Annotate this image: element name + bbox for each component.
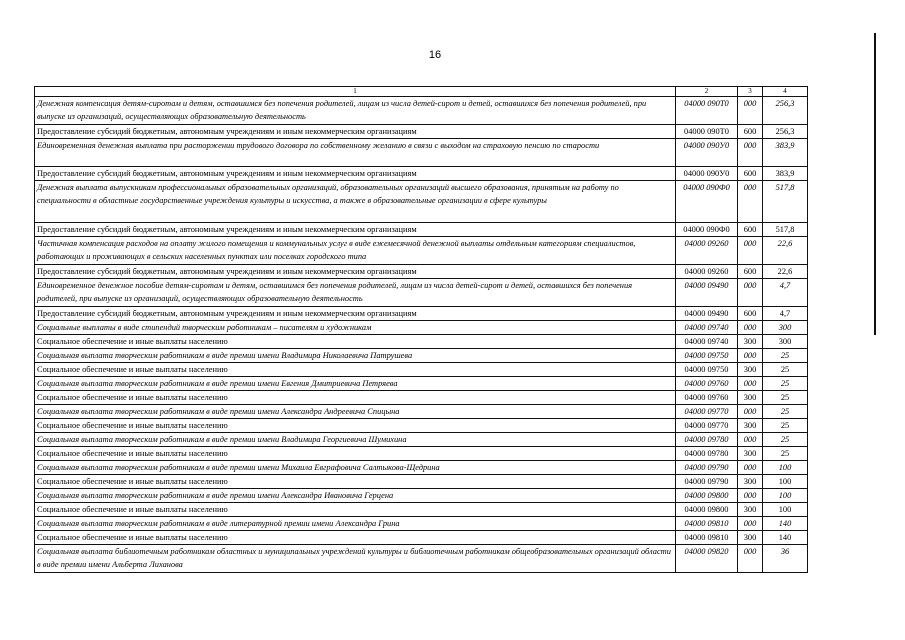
table-row [35, 545, 808, 573]
table-row [35, 279, 808, 307]
row-target-code: 04000 09760 [676, 377, 738, 391]
row-description: Социальное обеспечение и иные выплаты населению [35, 419, 676, 433]
row-target-code: 04000 09820 [676, 545, 738, 573]
row-amount: 100 [763, 475, 808, 489]
row-target-code: 04000 09750 [676, 363, 738, 377]
column-header: 1 [35, 87, 676, 97]
row-amount: 25 [763, 405, 808, 419]
row-amount: 100 [763, 489, 808, 503]
table-row [35, 223, 808, 237]
table-row [35, 433, 808, 447]
row-expense-type: 000 [738, 461, 763, 475]
row-expense-type: 000 [738, 405, 763, 419]
column-header: 3 [738, 87, 763, 97]
scan-margin-bar [874, 33, 876, 335]
row-description: Предоставление субсидий бюджетным, автономным учреждениям и иным некоммерческим организациям [35, 125, 676, 139]
table-row [35, 461, 808, 475]
row-expense-type: 300 [738, 391, 763, 405]
row-amount: 383,9 [763, 139, 808, 167]
column-header: 2 [676, 87, 738, 97]
table-row [35, 531, 808, 545]
table-header-row [35, 87, 808, 97]
row-expense-type: 000 [738, 279, 763, 307]
row-amount: 25 [763, 419, 808, 433]
row-expense-type: 300 [738, 447, 763, 461]
row-target-code: 04000 09780 [676, 433, 738, 447]
row-description: Социальные выплаты в виде стипендий творческим работникам – писателям и художникам [35, 321, 676, 335]
row-description: Социальное обеспечение и иные выплаты населению [35, 447, 676, 461]
table-row [35, 139, 808, 167]
table-row [35, 489, 808, 503]
row-expense-type: 000 [738, 321, 763, 335]
row-amount: 256,3 [763, 125, 808, 139]
row-expense-type: 000 [738, 97, 763, 125]
row-description: Социальная выплата творческим работникам в виде премии имени Владимира Георгиевича Шумихина [35, 433, 676, 447]
table-row [35, 405, 808, 419]
table-row [35, 447, 808, 461]
row-description: Предоставление субсидий бюджетным, автономным учреждениям и иным некоммерческим организациям [35, 223, 676, 237]
row-description: Предоставление субсидий бюджетным, автономным учреждениям и иным некоммерческим организациям [35, 265, 676, 279]
row-target-code: 04000 090Ф0 [676, 223, 738, 237]
row-target-code: 04000 090У0 [676, 139, 738, 167]
row-target-code: 04000 09260 [676, 265, 738, 279]
row-target-code: 04000 09770 [676, 419, 738, 433]
row-target-code: 04000 09260 [676, 237, 738, 265]
row-expense-type: 300 [738, 503, 763, 517]
row-description: Социальная выплата творческим работникам в виде литературной премии имени Александра Грина [35, 517, 676, 531]
row-expense-type: 000 [738, 545, 763, 573]
table-row [35, 517, 808, 531]
row-target-code: 04000 09490 [676, 307, 738, 321]
row-target-code: 04000 09790 [676, 475, 738, 489]
row-target-code: 04000 090Ф0 [676, 181, 738, 223]
table-row [35, 335, 808, 349]
row-amount: 25 [763, 447, 808, 461]
row-expense-type: 000 [738, 489, 763, 503]
table-row [35, 475, 808, 489]
table-row [35, 503, 808, 517]
table-row [35, 391, 808, 405]
row-amount: 36 [763, 545, 808, 573]
table-row [35, 167, 808, 181]
row-description: Социальная выплата творческим работникам в виде премии имени Евгения Дмитриевича Петряева [35, 377, 676, 391]
row-description: Социальная выплата творческим работникам в виде премии имени Александра Андреевича Спицына [35, 405, 676, 419]
row-expense-type: 300 [738, 531, 763, 545]
row-expense-type: 600 [738, 265, 763, 279]
row-description: Социальное обеспечение и иные выплаты населению [35, 335, 676, 349]
row-target-code: 04000 09780 [676, 447, 738, 461]
row-amount: 25 [763, 433, 808, 447]
row-amount: 300 [763, 321, 808, 335]
row-target-code: 04000 09810 [676, 517, 738, 531]
row-amount: 4,7 [763, 307, 808, 321]
row-description: Социальное обеспечение и иные выплаты населению [35, 363, 676, 377]
row-target-code: 04000 09750 [676, 349, 738, 363]
row-target-code: 04000 090У0 [676, 167, 738, 181]
table-row [35, 419, 808, 433]
row-target-code: 04000 09800 [676, 503, 738, 517]
row-amount: 22,6 [763, 237, 808, 265]
table-row [35, 265, 808, 279]
column-header: 4 [763, 87, 808, 97]
row-expense-type: 600 [738, 223, 763, 237]
table-row [35, 349, 808, 363]
row-expense-type: 000 [738, 349, 763, 363]
row-expense-type: 000 [738, 433, 763, 447]
row-description: Социальная выплата творческим работникам в виде премии имени Михаила Евграфовича Салтыкова-Щедрина [35, 461, 676, 475]
row-target-code: 04000 09770 [676, 405, 738, 419]
row-description: Предоставление субсидий бюджетным, автономным учреждениям и иным некоммерческим организациям [35, 307, 676, 321]
row-amount: 25 [763, 377, 808, 391]
row-description: Денежная выплата выпускникам профессиональных образовательных организаций, образовательных организаций высшего образования, принятым на работу по специальности в областные государственные учреждения культуры и искусства, а также в образовательные организации в сфере культуры [35, 181, 676, 223]
row-expense-type: 000 [738, 237, 763, 265]
table-row [35, 237, 808, 265]
table-row [35, 321, 808, 335]
row-expense-type: 300 [738, 335, 763, 349]
row-target-code: 04000 09490 [676, 279, 738, 307]
row-expense-type: 000 [738, 377, 763, 391]
row-target-code: 04000 090Т0 [676, 97, 738, 125]
row-target-code: 04000 090Т0 [676, 125, 738, 139]
row-description: Социальное обеспечение и иные выплаты населению [35, 503, 676, 517]
row-description: Социальное обеспечение и иные выплаты населению [35, 531, 676, 545]
row-target-code: 04000 09760 [676, 391, 738, 405]
row-description: Социальная выплата творческим работникам в виде премии имени Владимира Николаевича Патрушева [35, 349, 676, 363]
row-amount: 4,7 [763, 279, 808, 307]
row-amount: 25 [763, 391, 808, 405]
row-amount: 25 [763, 363, 808, 377]
row-target-code: 04000 09740 [676, 335, 738, 349]
row-expense-type: 000 [738, 517, 763, 531]
row-expense-type: 600 [738, 125, 763, 139]
row-target-code: 04000 09790 [676, 461, 738, 475]
row-amount: 22,6 [763, 265, 808, 279]
row-description: Единовременное денежное пособие детям-сиротам и детям, оставшимся без попечения родителей, лицам из числа детей-сирот и детей, оставшихся без попечения родителей, при выпуске из организаций, осуществляющих образовательную деятельность [35, 279, 676, 307]
row-description: Денежная компенсация детям-сиротам и детям, оставшимся без попечения родителей, лицам из числа детей-сирот и детей, оставшихся без попечения родителей, при выпуске из организаций, осуществляющих образовательную деятельность [35, 97, 676, 125]
budget-table [34, 86, 808, 573]
row-expense-type: 000 [738, 139, 763, 167]
row-expense-type: 600 [738, 307, 763, 321]
table-row [35, 363, 808, 377]
row-amount: 256,3 [763, 97, 808, 125]
row-expense-type: 300 [738, 475, 763, 489]
row-amount: 140 [763, 531, 808, 545]
page-number: 16 [428, 49, 442, 61]
row-amount: 100 [763, 461, 808, 475]
row-expense-type: 600 [738, 167, 763, 181]
row-expense-type: 000 [738, 181, 763, 223]
row-target-code: 04000 09740 [676, 321, 738, 335]
row-description: Частичная компенсация расходов на оплату жилого помещения и коммунальных услуг в виде ежемесячной денежной выплаты отдельным категориям специалистов, работающих и проживающих в сельских населенных пунктах или поселках городского типа [35, 237, 676, 265]
table-row [35, 97, 808, 125]
table-row [35, 307, 808, 321]
row-amount: 517,8 [763, 181, 808, 223]
row-description: Единовременная денежная выплата при расторжении трудового договора по собственному желанию в связи с выходом на страховую пенсию по старости [35, 139, 676, 167]
row-amount: 25 [763, 349, 808, 363]
row-description: Предоставление субсидий бюджетным, автономным учреждениям и иным некоммерческим организациям [35, 167, 676, 181]
row-description: Социальное обеспечение и иные выплаты населению [35, 391, 676, 405]
row-amount: 383,9 [763, 167, 808, 181]
row-expense-type: 300 [738, 419, 763, 433]
row-amount: 100 [763, 503, 808, 517]
row-expense-type: 300 [738, 363, 763, 377]
row-description: Социальная выплата творческим работникам в виде премии имени Александра Ивановича Герцена [35, 489, 676, 503]
table-row [35, 377, 808, 391]
table-row [35, 181, 808, 223]
row-target-code: 04000 09810 [676, 531, 738, 545]
row-target-code: 04000 09800 [676, 489, 738, 503]
table-row [35, 125, 808, 139]
row-description: Социальное обеспечение и иные выплаты населению [35, 475, 676, 489]
row-amount: 517,8 [763, 223, 808, 237]
row-description: Социальная выплата библиотечным работникам областных и муниципальных учреждений культуры и библиотечным работникам общеобразовательных организаций области в виде премии имени Альберта Лиханова [35, 545, 676, 573]
row-amount: 300 [763, 335, 808, 349]
row-amount: 140 [763, 517, 808, 531]
